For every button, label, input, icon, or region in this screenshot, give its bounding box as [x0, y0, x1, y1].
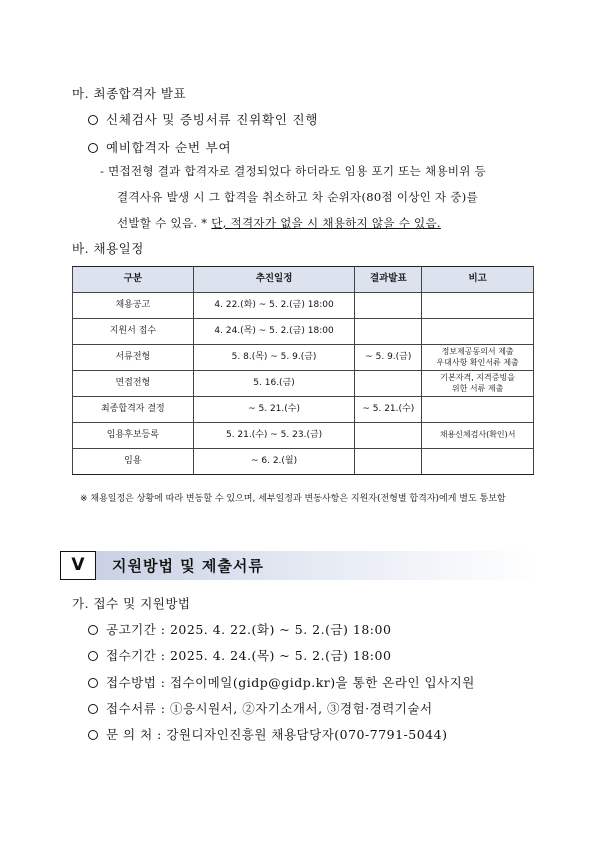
column-header: 결과발표 — [355, 267, 422, 293]
column-header: 추진일정 — [193, 267, 355, 293]
table-cell: 채용신체검사(확인)서 — [422, 423, 534, 449]
section-number: V — [71, 555, 85, 575]
section-title: 지원방법 및 제출서류 — [112, 557, 264, 575]
bullet-text: 신체검사 및 증빙서류 진위확인 진행 — [106, 112, 319, 127]
list-item-text: 접수방법 : 접수이메일(gidp@gidp.kr)을 통한 온라인 입사지원 — [106, 675, 475, 690]
bullet-text: 예비합격자 순번 부여 — [106, 140, 232, 155]
heading-application-method: 가. 접수 및 지원방법 — [72, 596, 191, 611]
heading-schedule: 바. 채용일정 — [72, 241, 144, 256]
section-number-box — [60, 551, 96, 580]
table-row — [73, 423, 534, 449]
table-cell: 서류전형 — [73, 345, 194, 371]
table-cell: 채용공고 — [73, 293, 194, 319]
list-item — [88, 725, 447, 743]
table-cell — [422, 293, 534, 319]
list-item — [88, 646, 391, 664]
table-cell: ~ 5. 21.(수) — [355, 397, 422, 423]
table-cell: 5. 16.(금) — [193, 371, 355, 397]
table-cell — [422, 397, 534, 423]
circle-bullet-icon — [88, 678, 98, 688]
column-header: 비고 — [422, 267, 534, 293]
table-cell: 최종합격자 결정 — [73, 397, 194, 423]
table-cell: ~ 5. 9.(금) — [355, 345, 422, 371]
table-cell: 면접전형 — [73, 371, 194, 397]
table-row — [73, 397, 534, 423]
table-header-row — [73, 267, 534, 293]
list-item-text: 접수서류 : ①응시원서, ②자기소개서, ③경험·경력기술서 — [106, 701, 433, 716]
table-cell — [355, 449, 422, 475]
list-item — [88, 699, 433, 717]
list-item — [88, 620, 391, 638]
heading-final-announcement: 마. 최종합격자 발표 — [72, 86, 187, 101]
note-line: - 면접전형 결과 합격자로 결정되었다 하더라도 임용 포기 또는 채용비위 등 — [100, 164, 487, 178]
table-cell: 4. 22.(화) ~ 5. 2.(금) 18:00 — [193, 293, 355, 319]
list-item-text: 공고기간 : 2025. 4. 22.(화) ~ 5. 2.(금) 18:00 — [106, 622, 392, 637]
table-cell: 임용후보등록 — [73, 423, 194, 449]
schedule-table — [72, 266, 534, 475]
table-cell: 5. 8.(목) ~ 5. 9.(금) — [193, 345, 355, 371]
note-text: 선발할 수 있음. * — [117, 216, 212, 230]
table-cell: 정보제공동의서 제출 우대사항 확인서류 제출 — [422, 345, 534, 371]
table-cell — [355, 423, 422, 449]
table-cell: 기본자격, 지격증빙을 위한 서류 제출 — [422, 371, 534, 397]
circle-bullet-icon — [88, 625, 98, 635]
list-item — [88, 673, 475, 691]
table-cell: ~ 5. 21.(수) — [193, 397, 355, 423]
circle-bullet-icon — [88, 704, 98, 714]
bullet-item — [88, 138, 231, 156]
table-cell: 4. 24.(목) ~ 5. 2.(금) 18:00 — [193, 319, 355, 345]
table-row — [73, 371, 534, 397]
table-cell: 임용 — [73, 449, 194, 475]
table-cell: ~ 6. 2.(월) — [193, 449, 355, 475]
list-item-text: 문 의 처 : 강원디자인진흥원 채용담당자(070-7791-5044) — [106, 727, 448, 742]
table-row — [73, 449, 534, 475]
table-cell: 5. 21.(수) ~ 5. 23.(금) — [193, 423, 355, 449]
table-row — [73, 293, 534, 319]
table-cell: 지원서 접수 — [73, 319, 194, 345]
table-cell — [355, 371, 422, 397]
circle-bullet-icon — [88, 115, 98, 125]
note-underlined-text: 단, 적격자가 없을 시 채용하지 않을 수 있음. — [211, 216, 441, 230]
bullet-item — [88, 110, 318, 128]
note-line: 결격사유 발생 시 그 합격을 취소하고 차 순위자(80점 이상인 자 중)를 — [117, 190, 478, 204]
schedule-footnote: ※ 채용일정은 상황에 따라 변동할 수 있으며, 세부일정과 변동사항은 지원자(전형별 합격자)에게 별도 통보함 — [80, 494, 506, 504]
column-header: 구분 — [73, 267, 194, 293]
table-row — [73, 319, 534, 345]
circle-bullet-icon — [88, 651, 98, 661]
table-cell — [355, 293, 422, 319]
list-item-text: 접수기간 : 2025. 4. 24.(목) ~ 5. 2.(금) 18:00 — [106, 648, 392, 663]
table-cell — [355, 319, 422, 345]
circle-bullet-icon — [88, 143, 98, 153]
note-line — [117, 215, 557, 231]
table-cell — [422, 319, 534, 345]
circle-bullet-icon — [88, 730, 98, 740]
table-row — [73, 345, 534, 371]
table-cell — [422, 449, 534, 475]
